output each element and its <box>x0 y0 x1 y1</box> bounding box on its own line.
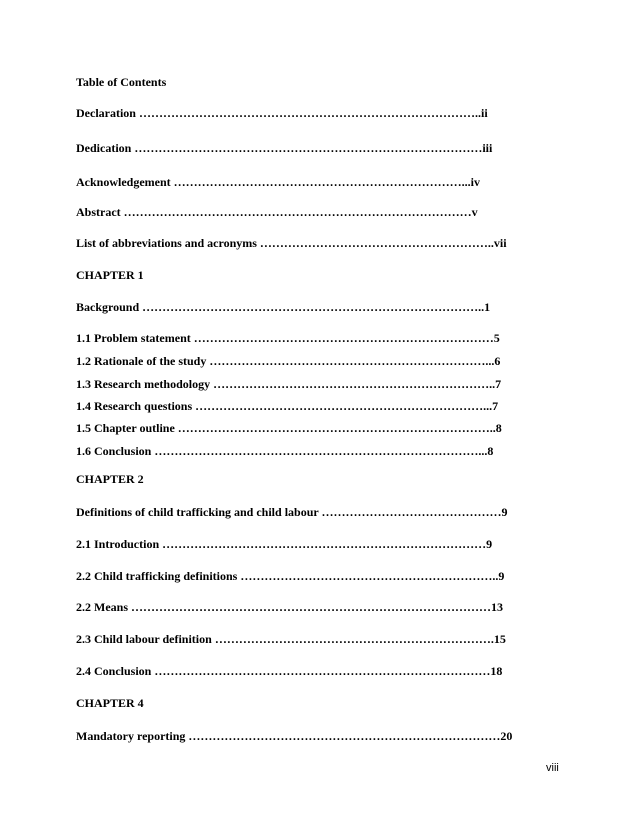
chapter-heading-4: CHAPTER 4 <box>76 696 144 710</box>
toc-entry-1-2: 1.2 Rationale of the study ……………………………………………………………...6 <box>76 354 501 368</box>
toc-entry-1-3: 1.3 Research methodology ……………………………………………………………..7 <box>76 377 502 391</box>
toc-entry-acknowledgement: Acknowledgement ………………………………………………………………...iv <box>76 175 480 189</box>
chapter-heading-2: CHAPTER 2 <box>76 472 144 486</box>
toc-entry-background: Background …………………………………………………………………………..1 <box>76 300 491 314</box>
toc-entry-1-6: 1.6 Conclusion ………………………………………………………………………...8 <box>76 444 494 458</box>
toc-entry-2-1: 2.1 Introduction ………………………………………………………………………9 <box>76 537 493 551</box>
chapter-heading-1: CHAPTER 1 <box>76 268 144 282</box>
toc-entry-abbreviations: List of abbreviations and acronyms …………………………………………………..vii <box>76 236 507 250</box>
toc-entry-1-5: 1.5 Chapter outline ……………………………………………………………………..8 <box>76 421 502 435</box>
toc-entry-declaration: Declaration …………………………………………………………………………..ii <box>76 106 488 120</box>
toc-entry-2-2-means: 2.2 Means ………………………………………………………………………………13 <box>76 600 503 614</box>
toc-entry-definitions: Definitions of child trafficking and child labour ………………………………………9 <box>76 505 508 519</box>
toc-entry-2-3: 2.3 Child labour definition …………………………………………………………….15 <box>76 632 506 646</box>
toc-title: Table of Contents <box>76 75 167 89</box>
toc-entry-mandatory-reporting: Mandatory reporting ……………………………………………………………………20 <box>76 729 513 743</box>
toc-entry-1-4: 1.4 Research questions ………………………………………………………………...7 <box>76 399 499 413</box>
toc-entry-2-4: 2.4 Conclusion …………………………………………………………………………18 <box>76 664 503 678</box>
toc-entry-abstract: Abstract ……………………………………………………………………………v <box>76 205 478 219</box>
toc-entry-1-1: 1.1 Problem statement …………………………………………………………………5 <box>76 331 500 345</box>
toc-entry-dedication: Dedication ……………………………………………………………………………iii <box>76 141 493 155</box>
page-number: viii <box>546 762 559 774</box>
toc-entry-2-2-definitions: 2.2 Child trafficking definitions ………………………………………………………..9 <box>76 569 505 583</box>
